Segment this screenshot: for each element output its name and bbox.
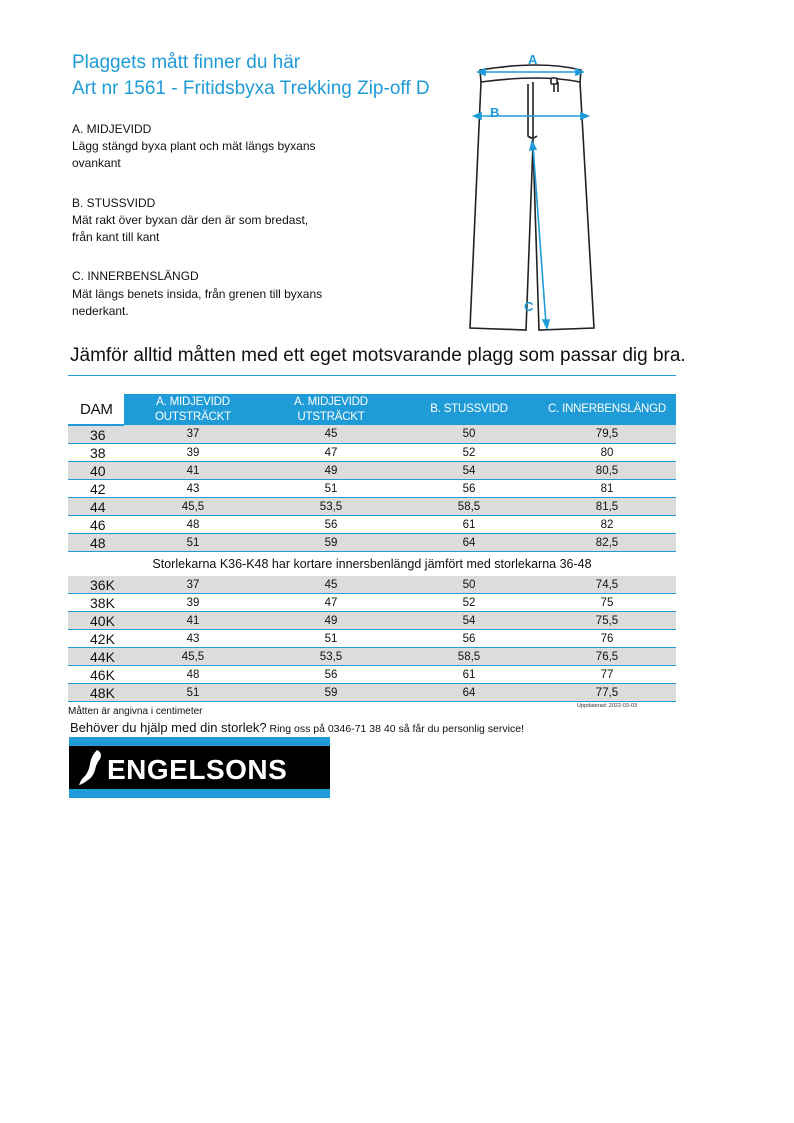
value-cell: 49 [262, 612, 400, 630]
value-cell: 80 [538, 444, 676, 462]
value-cell: 53,5 [262, 648, 400, 666]
value-cell: 56 [400, 630, 538, 648]
value-cell: 45,5 [124, 498, 262, 516]
value-cell: 51 [124, 684, 262, 702]
table-row [68, 648, 676, 666]
value-cell: 77 [538, 666, 676, 684]
section-heading-a: A. MIDJEVIDD [72, 122, 152, 136]
logo-wordmark: ENGELSONS [107, 754, 288, 785]
size-cell: 42 [68, 480, 124, 498]
units-note: Måtten är angivna i centimeter [68, 706, 203, 717]
value-cell: 76 [538, 630, 676, 648]
column-header: C. INNERBENSLÄNGD [538, 394, 676, 425]
value-cell: 39 [124, 594, 262, 612]
value-cell: 41 [124, 462, 262, 480]
value-cell: 82 [538, 516, 676, 534]
section-heading-b: B. STUSSVIDD [72, 196, 156, 210]
help-contact: Ring oss på 0346-71 38 40 så får du personlig service! [266, 723, 524, 735]
value-cell: 80,5 [538, 462, 676, 480]
page-title: Plaggets mått finner du här [72, 52, 301, 73]
size-cell: 46K [68, 666, 124, 684]
value-cell: 50 [400, 576, 538, 594]
divider-rule [68, 375, 676, 376]
value-cell: 51 [262, 480, 400, 498]
table-row [68, 576, 676, 594]
value-cell: 79,5 [538, 425, 676, 444]
value-cell: 47 [262, 444, 400, 462]
table-row [68, 462, 676, 480]
value-cell: 82,5 [538, 534, 676, 552]
value-cell: 56 [262, 516, 400, 534]
size-cell: 48K [68, 684, 124, 702]
value-cell: 51 [262, 630, 400, 648]
table-row [68, 612, 676, 630]
table-header-row [68, 394, 676, 425]
value-cell: 59 [262, 534, 400, 552]
value-cell: 76,5 [538, 648, 676, 666]
compare-advice: Jämför alltid måtten med ett eget motsvarande plagg som passar dig bra. [70, 345, 686, 366]
value-cell: 45 [262, 425, 400, 444]
value-cell: 56 [400, 480, 538, 498]
engelsons-logo [69, 737, 330, 798]
value-cell: 75,5 [538, 612, 676, 630]
value-cell: 45,5 [124, 648, 262, 666]
updated-date: Uppdaterad: 2022-03-03 [577, 703, 637, 709]
section-text-a: Lägg stängd byxa plant och mät längs byxans ovankant [72, 139, 316, 170]
figure-label-a: A [528, 52, 538, 67]
size-cell: 40K [68, 612, 124, 630]
table-row [68, 480, 676, 498]
table-row [68, 534, 676, 552]
table-row [68, 666, 676, 684]
table-corner-label: DAM [68, 394, 124, 425]
value-cell: 81,5 [538, 498, 676, 516]
trousers-measurement-figure [466, 48, 616, 338]
size-cell: 46 [68, 516, 124, 534]
value-cell: 54 [400, 612, 538, 630]
value-cell: 59 [262, 684, 400, 702]
table-row [68, 425, 676, 444]
article-title: Art nr 1561 - Fritidsbyxa Trekking Zip-off D [72, 78, 430, 99]
table-row [68, 516, 676, 534]
value-cell: 52 [400, 444, 538, 462]
value-cell: 47 [262, 594, 400, 612]
value-cell: 53,5 [262, 498, 400, 516]
size-table [68, 394, 676, 552]
column-header: A. MIDJEVIDD UTSTRÄCKT [262, 394, 400, 425]
size-cell: 44K [68, 648, 124, 666]
column-header: B. STUSSVIDD [400, 394, 538, 425]
size-cell: 48 [68, 534, 124, 552]
value-cell: 58,5 [400, 648, 538, 666]
value-cell: 77,5 [538, 684, 676, 702]
value-cell: 37 [124, 576, 262, 594]
size-cell: 36 [68, 425, 124, 444]
table-row [68, 684, 676, 702]
value-cell: 50 [400, 425, 538, 444]
help-text [70, 720, 524, 735]
figure-label-c: C [524, 299, 534, 314]
value-cell: 39 [124, 444, 262, 462]
value-cell: 45 [262, 576, 400, 594]
value-cell: 43 [124, 630, 262, 648]
value-cell: 49 [262, 462, 400, 480]
table-row [68, 498, 676, 516]
section-text-c: Mät längs benets insida, från grenen till byxans nederkant. [72, 287, 323, 318]
size-cell: 40 [68, 462, 124, 480]
value-cell: 64 [400, 534, 538, 552]
value-cell: 37 [124, 425, 262, 444]
value-cell: 75 [538, 594, 676, 612]
section-heading-c: C. INNERBENSLÄNGD [72, 269, 199, 283]
value-cell: 58,5 [400, 498, 538, 516]
value-cell: 56 [262, 666, 400, 684]
figure-label-b: B [490, 105, 500, 120]
column-header: A. MIDJEVIDD OUTSTRÄCKT [124, 394, 262, 425]
size-cell: 36K [68, 576, 124, 594]
table-row [68, 594, 676, 612]
value-cell: 61 [400, 516, 538, 534]
value-cell: 48 [124, 516, 262, 534]
size-cell: 44 [68, 498, 124, 516]
section-text-b: Mät rakt över byxan där den är som bredast, från kant till kant [72, 213, 309, 244]
size-cell: 42K [68, 630, 124, 648]
help-question: Behöver du hjälp med din storlek? [70, 720, 267, 735]
value-cell: 51 [124, 534, 262, 552]
size-cell: 38K [68, 594, 124, 612]
size-cell: 38 [68, 444, 124, 462]
value-cell: 74,5 [538, 576, 676, 594]
value-cell: 52 [400, 594, 538, 612]
table-row [68, 630, 676, 648]
table-row [68, 444, 676, 462]
value-cell: 41 [124, 612, 262, 630]
value-cell: 81 [538, 480, 676, 498]
value-cell: 43 [124, 480, 262, 498]
value-cell: 48 [124, 666, 262, 684]
value-cell: 54 [400, 462, 538, 480]
value-cell: 64 [400, 684, 538, 702]
short-sizes-note: Storlekarna K36-K48 har kortare innersbenlängd jämfört med storlekarna 36-48 [152, 557, 592, 571]
size-table-k [68, 576, 676, 702]
value-cell: 61 [400, 666, 538, 684]
sweden-map-icon [77, 749, 105, 786]
